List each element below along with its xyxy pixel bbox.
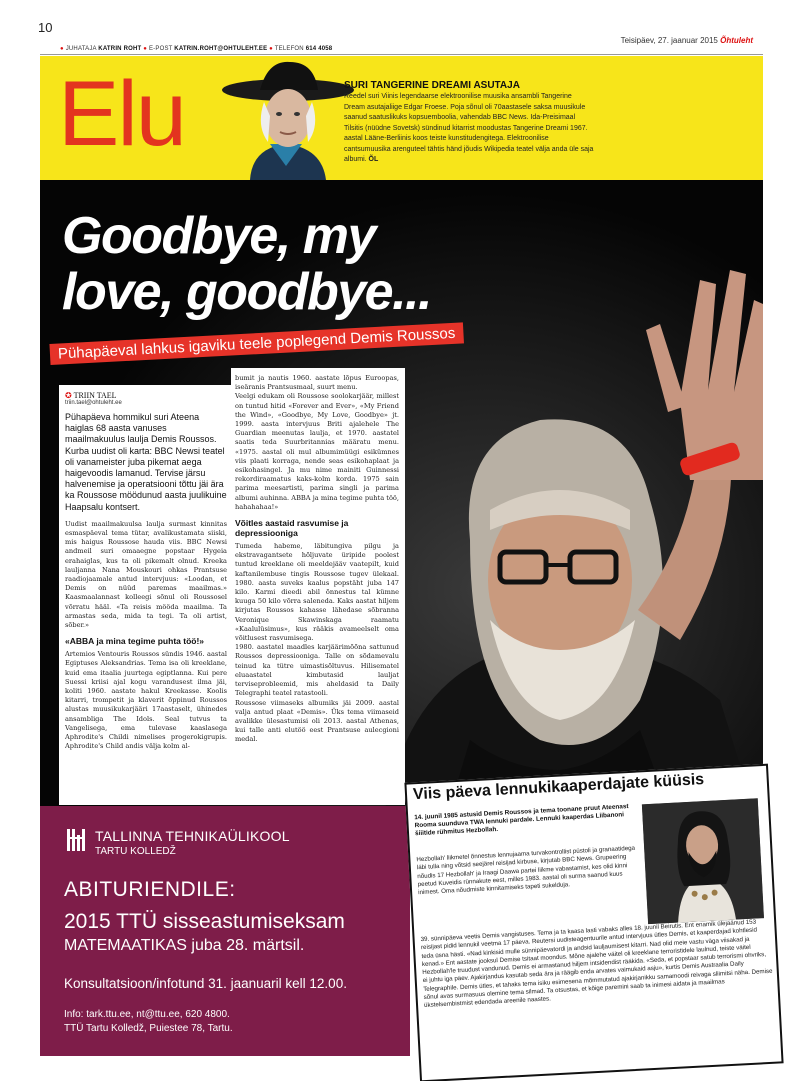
article-lede: Pühapäeva hommikul suri Ateena haiglas 68 aasta vanuses maailmakuulus laulja Demis Roussos. Kurba uudist oli karta: BBC Newsi teatel oli vanameister juba pikemat aega haigevoodis lamanud. Tervise järsu halvenemise ja operatsiooni tõttu jäi ära ka Roussose möödunud aasta juulikuine Haapsalu kontsert. <box>65 412 227 512</box>
header-rule <box>40 54 763 55</box>
ad-org: TALLINNA TEHNIKAÜLIKOOL <box>95 828 290 844</box>
ad-college: TARTU KOLLEDŽ <box>95 846 176 857</box>
sidebar-lede: 14. juunil 1985 astusid Demis Roussos ja tema toonane pruut Ateenast Rooma suunduva TWA lennuki pardale. Lennuki kaaperdas Liibanoni šiiitide rühmitus Hezbollah. <box>414 803 629 838</box>
ad-consultation: Konsultatsioon/infotund 31. jaanuaril kell 12.00. <box>64 976 347 991</box>
editor-email[interactable]: KATRIN.ROHT@OHTULEHT.EE <box>174 46 268 52</box>
ttu-logo-icon <box>67 829 87 851</box>
author-email[interactable]: triin.tael@ohtuleht.ee <box>65 400 122 406</box>
date-line <box>621 36 753 45</box>
byline-marker-icon: ✪ <box>65 391 72 400</box>
sidebar-text-continued: 39. sünnipäeva veetis Demis vangistuses. Tema ja ta kaasa lasti vabaks alles 18. juunil Beirutis. Ent enamik ülejäänud 153 reisijast pidid lennukil veetma 17 päeva. Reutersi uudisteagentuurile antud intervjuus ütles Demis, et kaaperdajad kohtlesid teda üsna hästi. «Nad kinkisid mulle sünnipäevatordi ja andsid lauljaumisest kitarri. Nad olid meie vastu väga viisakad ja kenad.» Ent aastate jooksul Demise tsitaat moondus. Mõne ajalehe väitel oli kreeklane terroristidele laulnud, teiste väitel Hezbollah'le truudust vandunud. Demis ei armastanud hiljem intsidendist rääkida. «Seda, et popstaar satub terrorismi ohvriks, ei juhtu iga päev. Ajakirjandus kasutab seda ära ja räägib enda arvates vaimukaid asju», kurtis Demis Austraalia Daily Telegraphile. Demis ütles, et tahaks tema isiku esimesena mõmmutatud ajakirjanikku samamoodi reivaga sliimitsi näha. Demise sõnul avas surmasuus olemine tema silmad. Ta otsustas, et kõige paremini saab ta inimesi aidata ja maailmas ükstelsembistmist edendada areenile naastes. <box>420 918 773 1010</box>
hijack-sidebar <box>404 764 783 1081</box>
note-title: SURI TANGERINE DREAMI ASUTAJA <box>344 80 520 91</box>
ad-heading: ABITURIENDILE: <box>64 878 236 901</box>
author-name: TRIIN TAEL <box>73 391 117 400</box>
ad-info <box>64 1008 233 1036</box>
bullet-icon: ● <box>269 46 273 52</box>
article-column-1 <box>59 385 231 805</box>
editor-label: JUHATAJA <box>65 46 97 52</box>
ad-line-1: 2015 TTÜ sisseastumiseksam <box>64 910 345 933</box>
section-title: Elu <box>58 63 185 165</box>
subheading: Võitles aastaid rasvumise ja depressiooniga <box>235 518 349 539</box>
bullet-icon: ● <box>143 46 148 52</box>
note-body: Reedel suri Viinis legendaarse elektroonilise muusika ansambli Tangerine Dream asutajaliige Edgar Froese. Poja sõnul oli 70aastasele saksa muusikule saanud saatuslikuks kopsuemboolia, vahendab BBC News. Ida-Preisimaal Tilsitis (nüüdne Sovetsk) sündinud kitarrist moodustas Tangerine Dreami 1967. aastal Lääne-Berliinis koos teiste kunstitudengitega. Elektroonilise cantsumuusika arenguteel tähtis händ jõudis Wikipedia teatel välja anda üle saja albumi. <box>344 93 594 163</box>
page-number: 10 <box>38 20 53 35</box>
headline: Goodbye, my love, goodbye... <box>62 207 431 321</box>
ad-line-2: MATEMAATIKAS juba 28. märtsil. <box>64 937 305 954</box>
email-label: E-POST <box>148 46 173 52</box>
editor-line <box>60 46 332 52</box>
article-paragraph: bumit ja nautis 1960. aastate lõpus Euroopas, iseäranis Prantsusmaal, suurt menu. Veelgi edukam oli Roussose soolokarjäär, millest on tuntud hitid «Forever and Ever», «My Friend the Wind», «Goodbye, My Love, Goodbye» jt. 1999. aasta intervjuus Briti ajalehele The Guardian meenutas laulja, et 1970. aastatel saatis teda Suurbritannias määratu menu. «1975. aastal oli mul albumimüügi esikümnes viis plaati korraga, nende seas esikohaplaat ja esikohasingel. Ja mu nime mainiti Guinnessi rekordiraamatus kaks-kolm korda. 1975 sain parima meesartisti, parima singli ja parima albumi auhinna. ABBA ja mina tegime puhta töö, hahahahaa!» <box>235 374 399 511</box>
subheading: «ABBA ja mina tegime puhta töö!» <box>65 636 205 647</box>
article-paragraph: Uudist maailmakuulsa laulja surmast kinnitas esmaspäeval tema tütar, avalikustamata siiski, mis haigus Roussose hauda viis. BBC Newsi andmeil suri omaaegne popstaar Hygeia erahaiglas, kus ta oli pikemalt olnud. Kreeka lauljanna Nana Mouskouri ohkas Prantsuse raadiojaamale antud intervjuus: «Loodan, et Demis on nüüd paremas maailmas.» Kaasmaalannast kolleegi sõnul oli Roussosel võrratu hääl. «Ta reisis mööda maailma. Ta armastas seda, mida ta tegi. Ta oli artist, sõber.» <box>65 519 227 630</box>
froese-portrait <box>210 56 360 180</box>
editor-name: KATRIN ROHT <box>98 46 142 52</box>
kicker: Pühapäeval lahkus igaviku teele poplegend Demis Roussos <box>49 322 463 365</box>
byline <box>65 391 227 400</box>
note-text <box>344 92 594 166</box>
ttu-advertisement[interactable] <box>40 806 410 1056</box>
article-paragraph: Tumeda habeme, läbitungiva pilgu ja ekstravagantsete hõljuvate üripide poolest tuntud kreeklane oli meeldejääv vaatepilt, kuid kaftanilembuse tingis Roussose tugev ülekaal. 1980. aasta suveks kaalus popstäht juba 147 kilo. Karmi dieedi abil õnnestus tal kümne kuuga 50 kilo võrra saleneda. Kaks aastat hiljem kirjutas Roussos kahasse lähedase sõbranna Veronique Skawinskaga raamatu «Kaalulüsimus», kus rääkis avameelselt oma võitlusest rasvumisega. 1980. aastatel maadles karjäärimõõna sattunud Roussos depressiooniga. Talle on sõdamevalu teinud ka tütre uimastisõltuvus. Hilisematel eluaastatel kimbutasid lauljat terviseprobleemid, mis aheldasid ta Daily Telegraphi teatel ratastooli. Roussose viimaseks albumiks jäi 2009. aastal valja antud plaat «Demis». Üks tema viimaseid avalikke ülesastumisi oli 2013. aastal Athenas, kui talle anti elutöö eest Prantsuse aulecgioni medal. <box>235 542 399 744</box>
sidebar-title: Viis päeva lennukikaaperdajate küüsis <box>412 771 705 804</box>
bullet-icon: ● <box>60 46 64 52</box>
sidebar-text: Hezbollah' liikmetel õnnestus lennujaama turvakontrollist püstoli ja granaatidega läbi tulla ning võtsid seejärel reisijad kirbuse, kirjutab BBC News. Grupeering nõudis 17 Hezbollah' ja Iraagi Daawa partei liikme vabastamist, kes olid kinni peetud Kuveidis rünnakute eest, milles 1983. aastal oli surma saanud kuus inimest. Oma nõudmiste kinnitamiseks tapeti sukelduja. <box>416 844 636 897</box>
ad-info-address: TTÜ Tartu Kolledž, Puiestee 78, Tartu. <box>64 1023 233 1034</box>
article-column-2 <box>231 368 405 805</box>
ad-info-contacts: Info: tark.ttu.ee, nt@ttu.ee, 620 4800. <box>64 1009 230 1020</box>
phone-label: TELEFON <box>274 46 304 52</box>
issue-date: Teisipäev, 27. jaanuar 2015 <box>620 36 718 45</box>
note-signature: ÕL <box>368 156 379 163</box>
brand-logo: Õhtuleht <box>720 36 753 45</box>
editor-phone: 614 4058 <box>305 46 333 52</box>
young-roussos-photo <box>642 798 764 924</box>
article-paragraph: Artemios Ventouris Roussos sündis 1946. aastal Egiptuses Aleksandrias. Tema isa oli kreeklane, kuid ema itaalia juurtega egiptlanna. Kui pere Suessi kriisi ajal kogu varandusest ilma jäi, koliti 1960. aastate hakul Kreekasse. Koolis kitarri, trompetit ja klaverit õppinud Roussos alustas muusikukarjääri 17aastaselt, ühinedes ansambliga The Idols. Seal tutvus ta Vangelisega, ema tulevase kaaslasega Aphrodite's Childi nimelises progerokigrupis. Aphrodite's Child andis välja kolm al- <box>65 650 227 751</box>
